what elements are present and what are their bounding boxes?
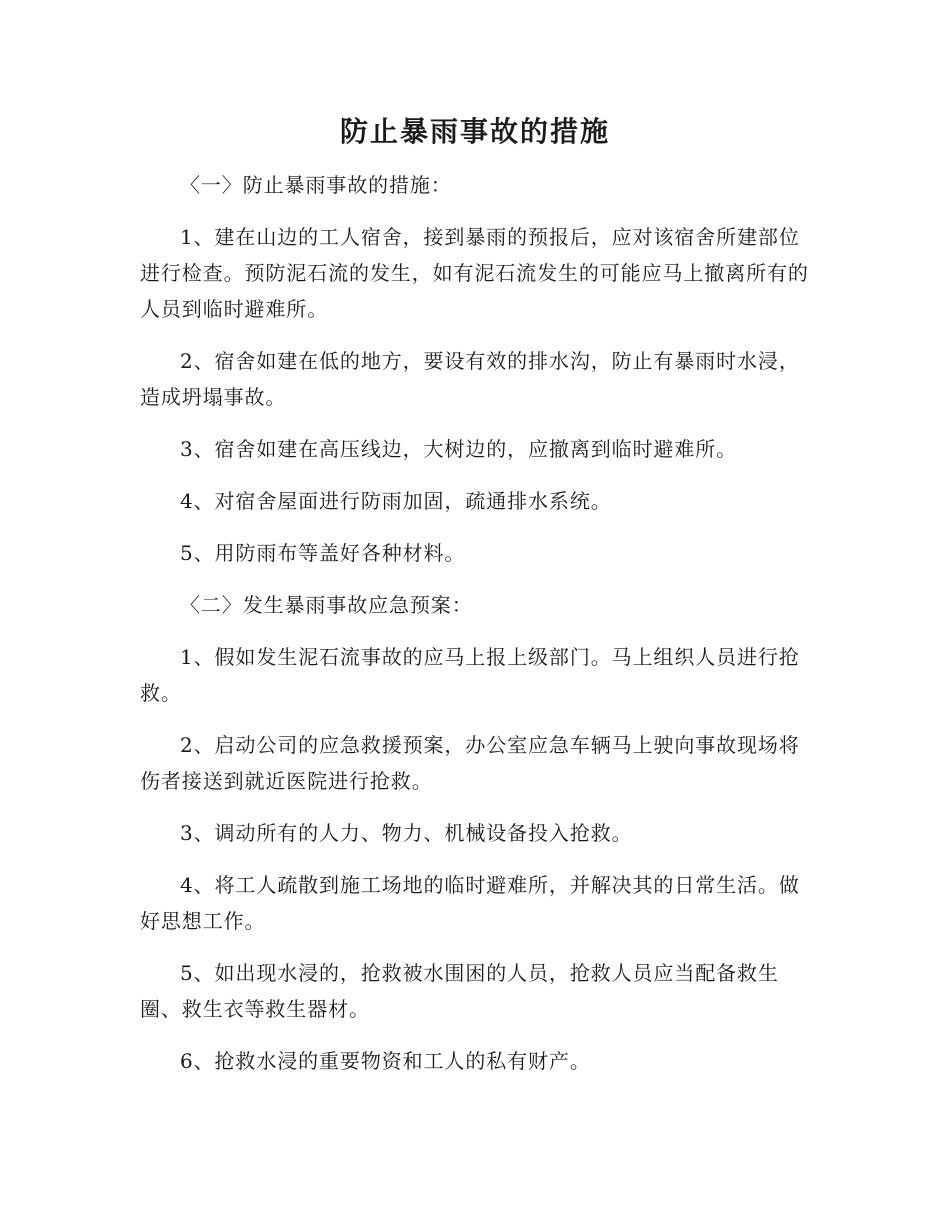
paragraph: 5、用防雨布等盖好各种材料。	[180, 541, 466, 565]
paragraph: 6、抢救水浸的重要物资和工人的私有财产。	[180, 1049, 591, 1073]
paragraph: 5、如出现水浸的，抢救被水围困的人员，抢救人员应当配备救生圈、救生衣等救生器材。	[140, 961, 779, 1021]
document-body	[140, 167, 810, 1095]
paragraph: 2、宿舍如建在低的地方，要设有效的排水沟，防止有暴雨时水浸，造成坍塌事故。	[140, 349, 800, 409]
paragraph: 1、假如发生泥石流事故的应马上报上级部门。马上组织人员进行抢救。	[140, 645, 800, 705]
paragraph: 2、启动公司的应急救援预案，办公室应急车辆马上驶向事故现场将伤者接送到就近医院进行抢救。	[140, 733, 800, 793]
paragraph: 3、调动所有的人力、物力、机械设备投入抢救。	[180, 821, 633, 845]
section-heading-1: 〈一〉防止暴雨事故的措施：	[180, 173, 452, 197]
paragraph: 4、对宿舍屋面进行防雨加固，疏通排水系统。	[180, 489, 612, 513]
paragraph: 4、将工人疏散到施工场地的临时避难所，并解决其的日常生活。做好思想工作。	[140, 873, 800, 933]
paragraph: 1、建在山边的工人宿舍，接到暴雨的预报后，应对该宿舍所建部位进行检查。预防泥石流的发生，如有泥石流发生的可能应马上撤离所有的人员到临时避难所。	[140, 225, 809, 321]
document-title: 防止暴雨事故的措施	[339, 115, 610, 148]
paragraph: 3、宿舍如建在高压线边，大树边的，应撤离到临时避难所。	[180, 437, 738, 461]
section-heading-2: 〈二〉发生暴雨事故应急预案：	[180, 593, 473, 617]
